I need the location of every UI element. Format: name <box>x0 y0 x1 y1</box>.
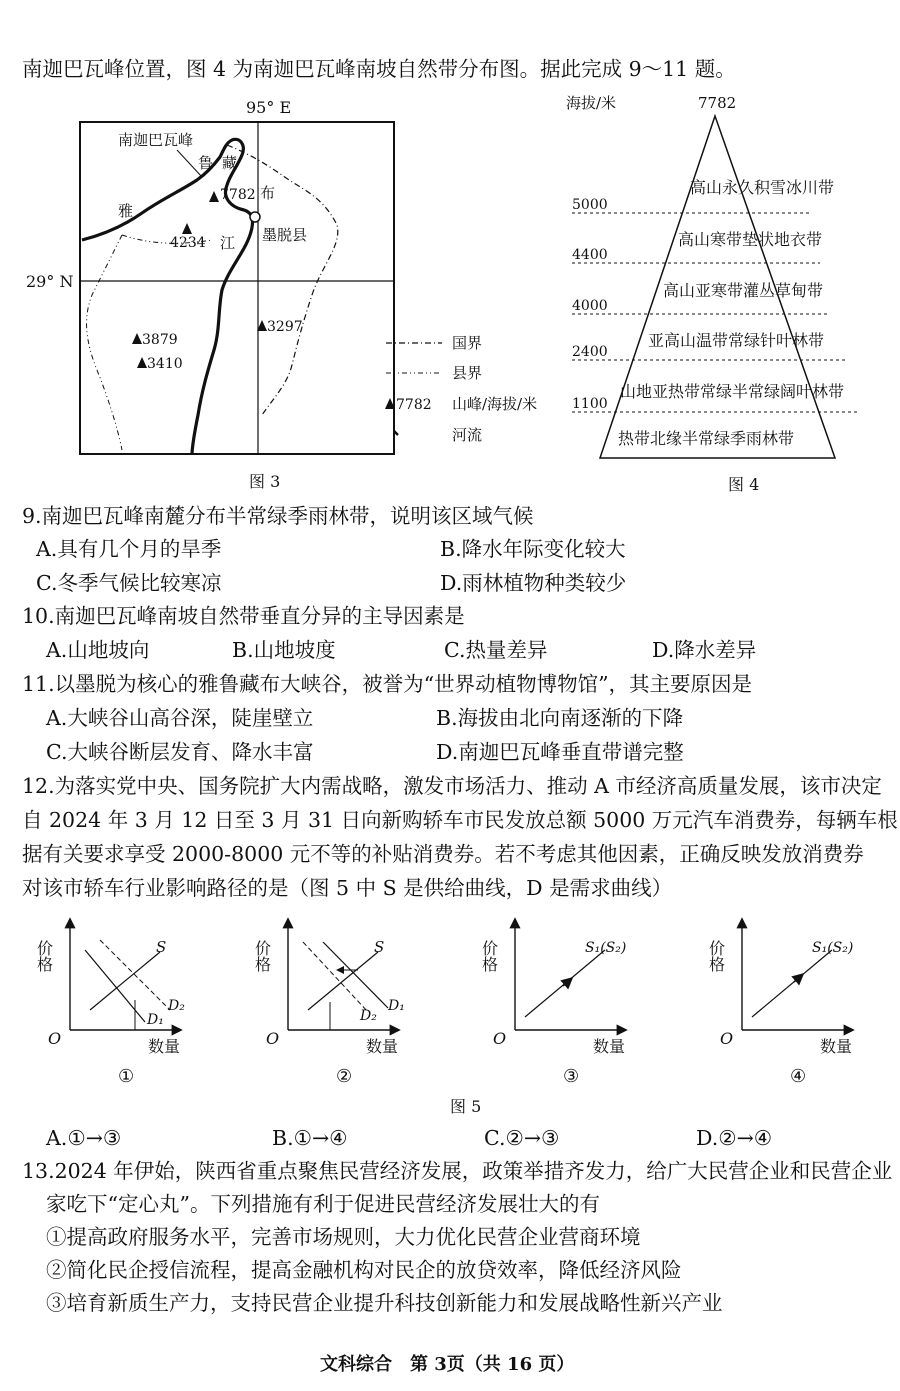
q12-option-b: B.①→④ <box>272 1126 348 1150</box>
longitude-label: 95° E <box>246 98 292 117</box>
figure-3-map <box>22 95 582 495</box>
svg-text:价格: 价格 <box>34 940 54 972</box>
q13-line-2: 家吃下“定心丸”。下列措施有利于促进民营经济发展壮大的有 <box>46 1192 600 1216</box>
svg-text:布: 布 <box>260 184 276 202</box>
svg-text:④: ④ <box>790 1066 807 1087</box>
zone-label: 高山亚寒带灌丛草甸带 <box>663 281 824 300</box>
svg-text:价格: 价格 <box>252 940 272 972</box>
q10-option-d: D.降水差异 <box>652 638 757 662</box>
national-border <box>227 145 338 415</box>
peak-name-label: 南迦巴瓦峰 <box>118 131 194 149</box>
graph-4 <box>707 920 854 1087</box>
svg-text:价格: 价格 <box>706 940 726 972</box>
svg-text:2400: 2400 <box>572 344 608 360</box>
svg-text:D₂: D₂ <box>360 1008 377 1024</box>
svg-text:数量: 数量 <box>820 1037 853 1056</box>
q13-item-2: ②简化民企授信流程，提高金融机构对民企的放贷效率，降低经济风险 <box>46 1258 682 1282</box>
svg-text:藏: 藏 <box>222 154 238 172</box>
q12-line-2: 自 2024 年 3 月 12 日至 3 月 31 日向新购轿车市民发放总额 5000 万元汽车消费券，每辆车根 <box>22 808 898 832</box>
q12-option-c: C.②→③ <box>484 1126 560 1150</box>
zone-label: 高山永久积雪冰川带 <box>690 178 835 197</box>
q13-item-1: ①提高政府服务水平，完善市场规则，大力优化民营企业营商环境 <box>46 1225 641 1249</box>
svg-text:4000: 4000 <box>572 298 608 314</box>
svg-text:鲁: 鲁 <box>198 154 214 172</box>
svg-text:国界: 国界 <box>452 334 483 352</box>
graph-3 <box>480 920 627 1087</box>
q10-option-c: C.热量差异 <box>444 638 548 662</box>
svg-text:D₁: D₁ <box>147 1012 164 1028</box>
q12-option-a: A.①→③ <box>46 1126 122 1150</box>
svg-text:5000: 5000 <box>572 197 608 213</box>
zone-label: 热带北缘半常绿季雨林带 <box>618 429 795 448</box>
svg-text:1100: 1100 <box>572 396 608 412</box>
q12-line-4: 对该市轿车行业影响路径的是（图 5 中 S 是供给曲线，D 是需求曲线） <box>22 876 673 900</box>
svg-text:D₁: D₁ <box>388 998 405 1014</box>
peak-triangle-icon <box>209 191 219 202</box>
peak-triangle-icon <box>137 357 147 368</box>
peak-triangle-icon <box>132 333 142 344</box>
svg-text:O: O <box>720 1029 734 1048</box>
svg-text:7782: 7782 <box>396 397 432 413</box>
q9-option-d: D.雨林植物种类较少 <box>440 571 627 595</box>
svg-text:③: ③ <box>563 1066 580 1087</box>
svg-text:3410: 3410 <box>147 356 183 372</box>
q9-option-a: A.具有几个月的旱季 <box>36 537 222 561</box>
svg-text:O: O <box>266 1029 280 1048</box>
latitude-label: 29° N <box>26 272 74 291</box>
svg-text:O: O <box>493 1029 507 1048</box>
q12-line-3: 据有关要求享受 2000-8000 元不等的补贴消费券。若不考虑其他因素，正确反映发放消费券 <box>22 842 864 866</box>
q11-stem: 11.以墨脱为核心的雅鲁藏布大峡谷，被誉为“世界动植物博物馆”，其主要原因是 <box>22 672 753 696</box>
intro-text: 南迦巴瓦峰位置，图 4 为南迦巴瓦峰南坡自然带分布图。据此完成 9～11 题。 <box>22 57 736 81</box>
svg-text:S: S <box>374 938 385 956</box>
q13-item-3: ③培育新质生产力，支持民营企业提升科技创新能力和发展战略性新兴产业 <box>46 1291 723 1315</box>
graph-1 <box>35 920 186 1087</box>
q10-stem: 10.南迦巴瓦峰南坡自然带垂直分异的主导因素是 <box>22 604 465 628</box>
figure-3-caption: 图 3 <box>249 472 281 491</box>
svg-text:价格: 价格 <box>479 940 499 972</box>
svg-text:S₁(S₂): S₁(S₂) <box>812 940 854 956</box>
svg-text:河流: 河流 <box>452 426 483 444</box>
altitude-label: 海拔/米 <box>566 94 617 112</box>
q10-option-a: A.山地坡向 <box>46 638 150 662</box>
svg-text:①: ① <box>118 1066 135 1087</box>
svg-text:4234: 4234 <box>170 235 206 251</box>
q13-line-1: 13.2024 年伊始，陕西省重点聚焦民营经济发展，政策举措齐发力，给广大民营企业和民营企业 <box>22 1159 893 1183</box>
figure-4-zones <box>560 88 890 498</box>
svg-text:数量: 数量 <box>366 1037 399 1056</box>
svg-text:O: O <box>48 1029 62 1048</box>
svg-text:3879: 3879 <box>142 332 178 348</box>
svg-text:数量: 数量 <box>593 1037 626 1056</box>
figure-5-graphs <box>30 912 890 1122</box>
summit-value: 7782 <box>698 94 737 112</box>
peak-triangle-icon <box>182 223 192 234</box>
zone-label: 高山寒带垫状地衣带 <box>678 230 823 249</box>
svg-text:山峰/海拔/米: 山峰/海拔/米 <box>452 395 538 413</box>
q9-stem: 9.南迦巴瓦峰南麓分布半常绿季雨林带，说明该区域气候 <box>22 504 534 528</box>
q11-option-a: A.大峡谷山高谷深，陡崖壁立 <box>46 706 314 730</box>
q9-option-c: C.冬季气候比较寒凉 <box>36 571 222 595</box>
svg-text:县界: 县界 <box>452 364 483 382</box>
zone-label: 山地亚热带常绿半常绿阔叶林带 <box>620 382 845 401</box>
svg-text:数量: 数量 <box>148 1037 181 1056</box>
svg-text:②: ② <box>336 1066 353 1087</box>
svg-text:D₂: D₂ <box>168 998 185 1014</box>
page-footer: 文科综合 第 3页（共 16 页） <box>320 1354 575 1375</box>
q11-option-b: B.海拔由北向南逐渐的下降 <box>436 706 684 730</box>
svg-text:S: S <box>156 938 167 956</box>
figure-5-caption: 图 5 <box>450 1097 482 1116</box>
q10-option-b: B.山地坡度 <box>232 638 336 662</box>
graph-2 <box>253 920 405 1087</box>
q12-option-d: D.②→④ <box>696 1126 773 1150</box>
svg-text:4400: 4400 <box>572 247 608 263</box>
county-seat-circle <box>250 212 260 222</box>
svg-text:7782: 7782 <box>220 187 256 203</box>
q11-option-d: D.南迦巴瓦峰垂直带谱完整 <box>436 740 684 764</box>
svg-text:雅: 雅 <box>118 202 134 220</box>
q11-option-c: C.大峡谷断层发育、降水丰富 <box>46 740 314 764</box>
figure-4-caption: 图 4 <box>728 475 760 494</box>
county-label: 墨脱县 <box>262 226 308 244</box>
svg-text:江: 江 <box>220 234 236 252</box>
svg-text:3297: 3297 <box>267 319 303 335</box>
q9-option-b: B.降水年际变化较大 <box>440 537 626 561</box>
svg-text:S₁(S₂): S₁(S₂) <box>585 940 627 956</box>
zone-label: 亚高山温带常绿针叶林带 <box>648 331 825 350</box>
q12-line-1: 12.为落实党中央、国务院扩大内需战略，激发市场活力、推动 A 市经济高质量发展，该市决定 <box>22 774 882 798</box>
